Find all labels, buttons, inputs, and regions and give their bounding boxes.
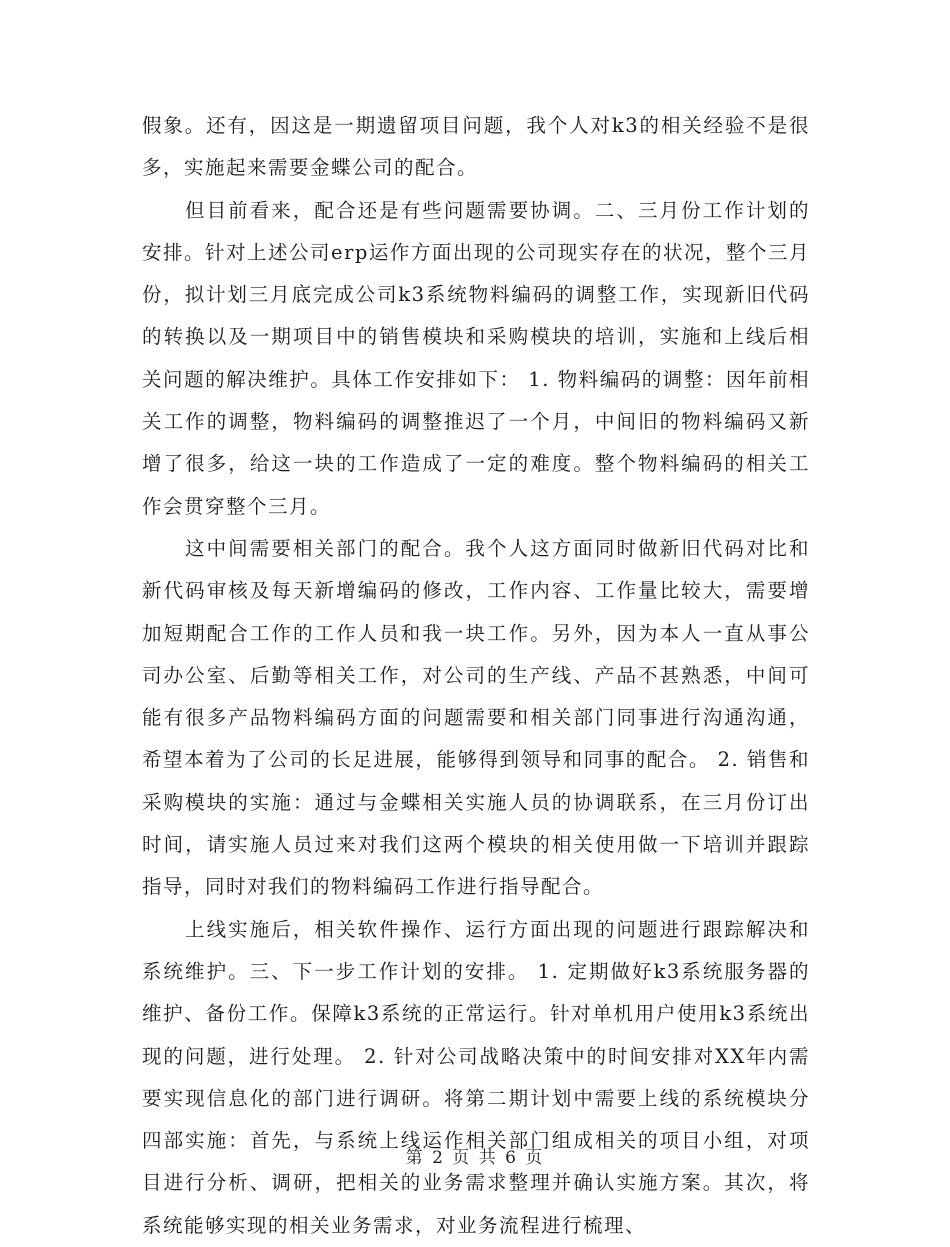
paragraph-1: 假象。还有，因这是一期遗留项目问题，我个人对k3的相关经验不是很多，实施起来需要金蝶公司的配合。: [142, 114, 810, 180]
document-body: [142, 105, 810, 1247]
paragraph-3: 这中间需要相关部门的配合。我个人这方面同时做新旧代码对比和新代码审核及每天新增编码的修改，工作内容、工作量比较大，需要增加短期配合工作的工作人员和我一块工作。另外，因为本人一直从事公司办公室、后勤等相关工作，对公司的生产线、产品不甚熟悉，中间可能有很多产品物料编码方面的问题需要和相关部门同事进行沟通沟通，希望本着为了公司的长足进展，能够得到领导和同事的配合。 2. 销售和采购模块的实施：通过与金蝶相关实施人员的协调联系，在三月份订出时间，请实施人员过来对我们这两个模块的相关使用做一下培训并跟踪指导，同时对我们的物料编码工作进行指导配合。: [142, 536, 810, 899]
paragraph-4: 上线实施后，相关软件操作、运行方面出现的问题进行跟踪解决和系统维护。三、下一步工作计划的安排。 1. 定期做好k3系统服务器的维护、备份工作。保障k3系统的正常运行。针对单机用户使用k3系统出现的问题，进行处理。 2. 针对公司战略决策中的时间安排对XX年内需要实现信息化的部门进行调研。将第二期计划中需要上线的系统模块分四部实施：首先，与系统上线运作相关部门组成相关的项目小组，对项目进行分析、调研，把相关的业务需求整理并确认实施方案。其次，将系统能够实现的相关业务需求，对业务流程进行梳理、: [142, 917, 810, 1237]
page-number-footer: 第 2 页 共 6 页: [405, 1148, 545, 1168]
paragraph-2: 但目前看来，配合还是有些问题需要协调。二、三月份工作计划的安排。针对上述公司erp运作方面出现的公司现实存在的状况，整个三月份，拟计划三月底完成公司k3系统物料编码的调整工作，实现新旧代码的转换以及一期项目中的销售模块和采购模块的培训，实施和上线后相关问题的解决维护。具体工作安排如下： 1. 物料编码的调整：因年前相关工作的调整，物料编码的调整推迟了一个月，中间旧的物料编码又新增了很多，给这一块的工作造成了一定的难度。整个物料编码的相关工作会贯穿整个三月。: [142, 198, 810, 518]
